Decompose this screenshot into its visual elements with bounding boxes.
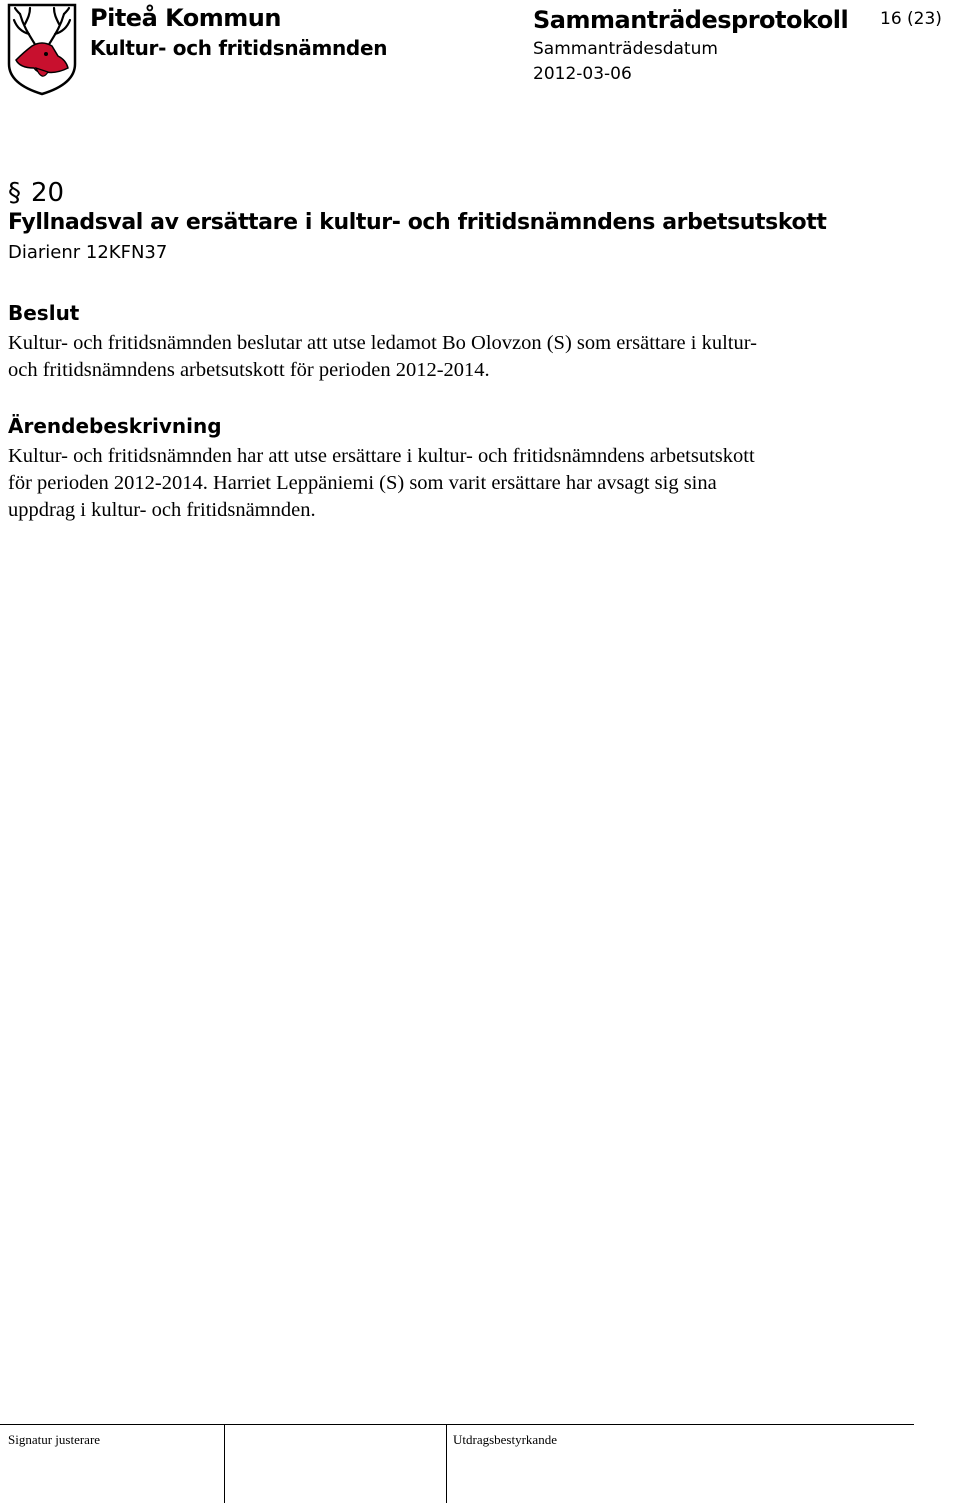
- decision-line: Kultur- och fritidsnämnden beslutar att utse ledamot Bo Olovzon (S) som ersättare i kultur-: [8, 332, 757, 354]
- page-number: 16 (23): [880, 9, 942, 29]
- paragraph-number-value: 20: [31, 178, 65, 208]
- organization-name: Piteå Kommun: [90, 4, 281, 32]
- document-type: Sammanträdesprotokoll: [533, 6, 849, 34]
- case-description-line: för perioden 2012-2014. Harriet Leppäniemi (S) som varit ersättare har avsagt sig sina: [8, 472, 717, 494]
- extract-certification-label: Utdragsbestyrkande: [453, 1432, 557, 1447]
- committee-name: Kultur- och fritidsnämnden: [90, 36, 388, 60]
- case-description-text: [8, 443, 908, 524]
- meeting-date-label: Sammanträdesdatum: [533, 39, 718, 59]
- item-title: Fyllnadsval av ersättare i kultur- och fritidsnämndens arbetsutskott: [8, 210, 827, 235]
- case-description-heading: Ärendebeskrivning: [8, 414, 222, 438]
- reindeer-coat-of-arms-icon: [6, 2, 78, 96]
- footer-divider: [224, 1424, 225, 1503]
- decision-heading: Beslut: [8, 301, 80, 325]
- diary-number: Diarienr 12KFN37: [8, 242, 168, 263]
- footer-rule: [0, 1424, 914, 1425]
- paragraph-symbol: §: [8, 178, 21, 208]
- signature-label: Signatur justerare: [8, 1432, 101, 1447]
- case-description-line: Kultur- och fritidsnämnden har att utse ersättare i kultur- och fritidsnämndens arbetsutskott: [8, 445, 755, 467]
- footer-divider: [446, 1424, 447, 1503]
- signature-footer: [0, 1424, 914, 1503]
- decision-text: [8, 330, 908, 384]
- meeting-date-value: 2012-03-06: [533, 64, 632, 84]
- paragraph-number: [8, 178, 64, 208]
- decision-line: och fritidsnämndens arbetsutskott för perioden 2012-2014.: [8, 359, 490, 381]
- case-description-line: uppdrag i kultur- och fritidsnämnden.: [8, 499, 316, 521]
